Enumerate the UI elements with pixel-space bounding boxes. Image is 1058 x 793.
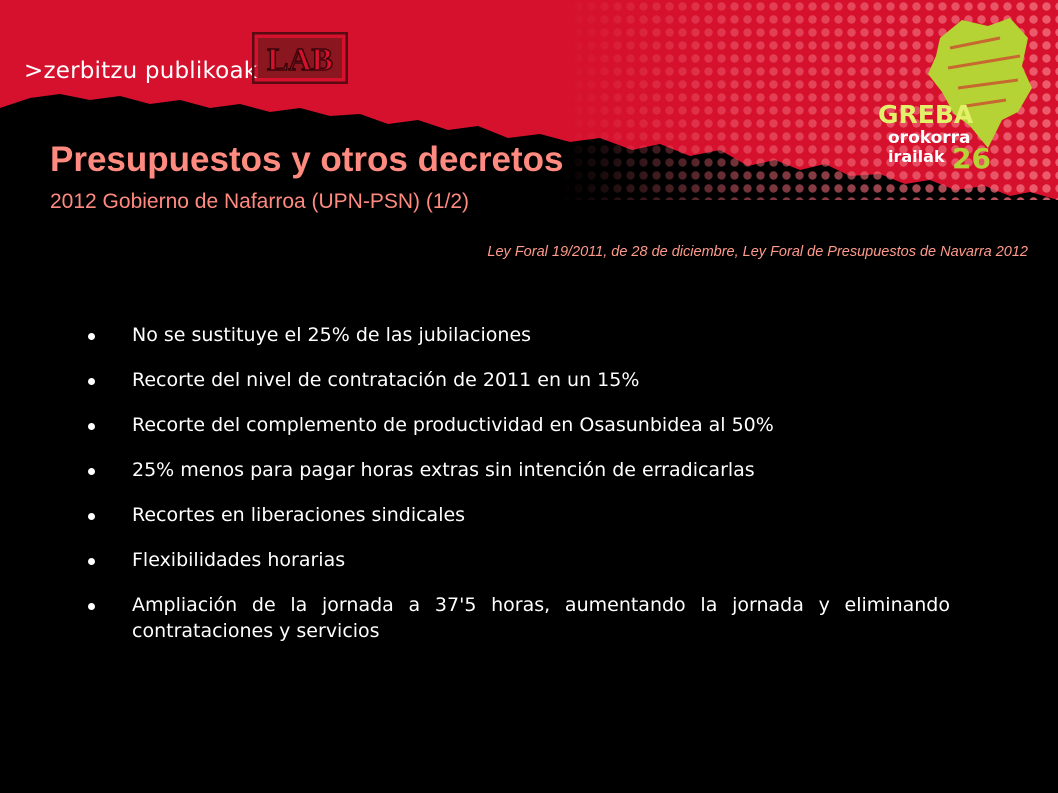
bullet-icon [88, 603, 95, 610]
bullet-text: Recortes en liberaciones sindicales [132, 504, 466, 526]
bullet-icon [88, 513, 95, 520]
law-reference: Ley Foral 19/2011, de 28 de diciembre, Ley Foral de Presupuestos de Navarra 2012 [487, 244, 1028, 260]
bullet-text: Flexibilidades horarias [132, 549, 346, 571]
bullet-item [88, 457, 950, 483]
bullet-item [88, 592, 950, 644]
bullet-item [88, 322, 950, 348]
bullet-item [88, 502, 950, 528]
orokorra-word: orokorra [888, 128, 971, 148]
slide-title: Presupuestos y otros decretos [50, 140, 564, 179]
bullet-item [88, 547, 950, 573]
greba-word: GREBA [878, 100, 974, 129]
bullet-text: Ampliación de la jornada a 37'5 horas, aumentando la jornada y eliminando contrataciones y servicios [132, 594, 950, 642]
bullet-text: 25% menos para pagar horas extras sin intención de erradicarlas [132, 459, 755, 481]
lab-logo [252, 32, 348, 84]
bullet-icon [88, 423, 95, 430]
irailak-word: irailak [888, 147, 945, 166]
bullet-text: Recorte del complemento de productividad en Osasunbidea al 50% [132, 414, 774, 436]
brand-text: >zerbitzu publikoak [24, 58, 258, 84]
bullet-icon [88, 468, 95, 475]
greba-date-number: 26 [952, 142, 991, 175]
bullet-item [88, 412, 950, 438]
bullet-text: No se sustituye el 25% de las jubilaciones [132, 324, 532, 346]
bullet-icon [88, 333, 95, 340]
greba-logo [870, 8, 1040, 183]
bullet-icon [88, 558, 95, 565]
lab-logo-text: LAB [267, 41, 333, 77]
bullet-icon [88, 378, 95, 385]
bullet-list [88, 322, 950, 663]
slide-subtitle: 2012 Gobierno de Nafarroa (UPN-PSN) (1/2) [50, 190, 470, 213]
bullet-text: Recorte del nivel de contratación de 2011 en un 15% [132, 369, 640, 391]
bullet-item [88, 367, 950, 393]
